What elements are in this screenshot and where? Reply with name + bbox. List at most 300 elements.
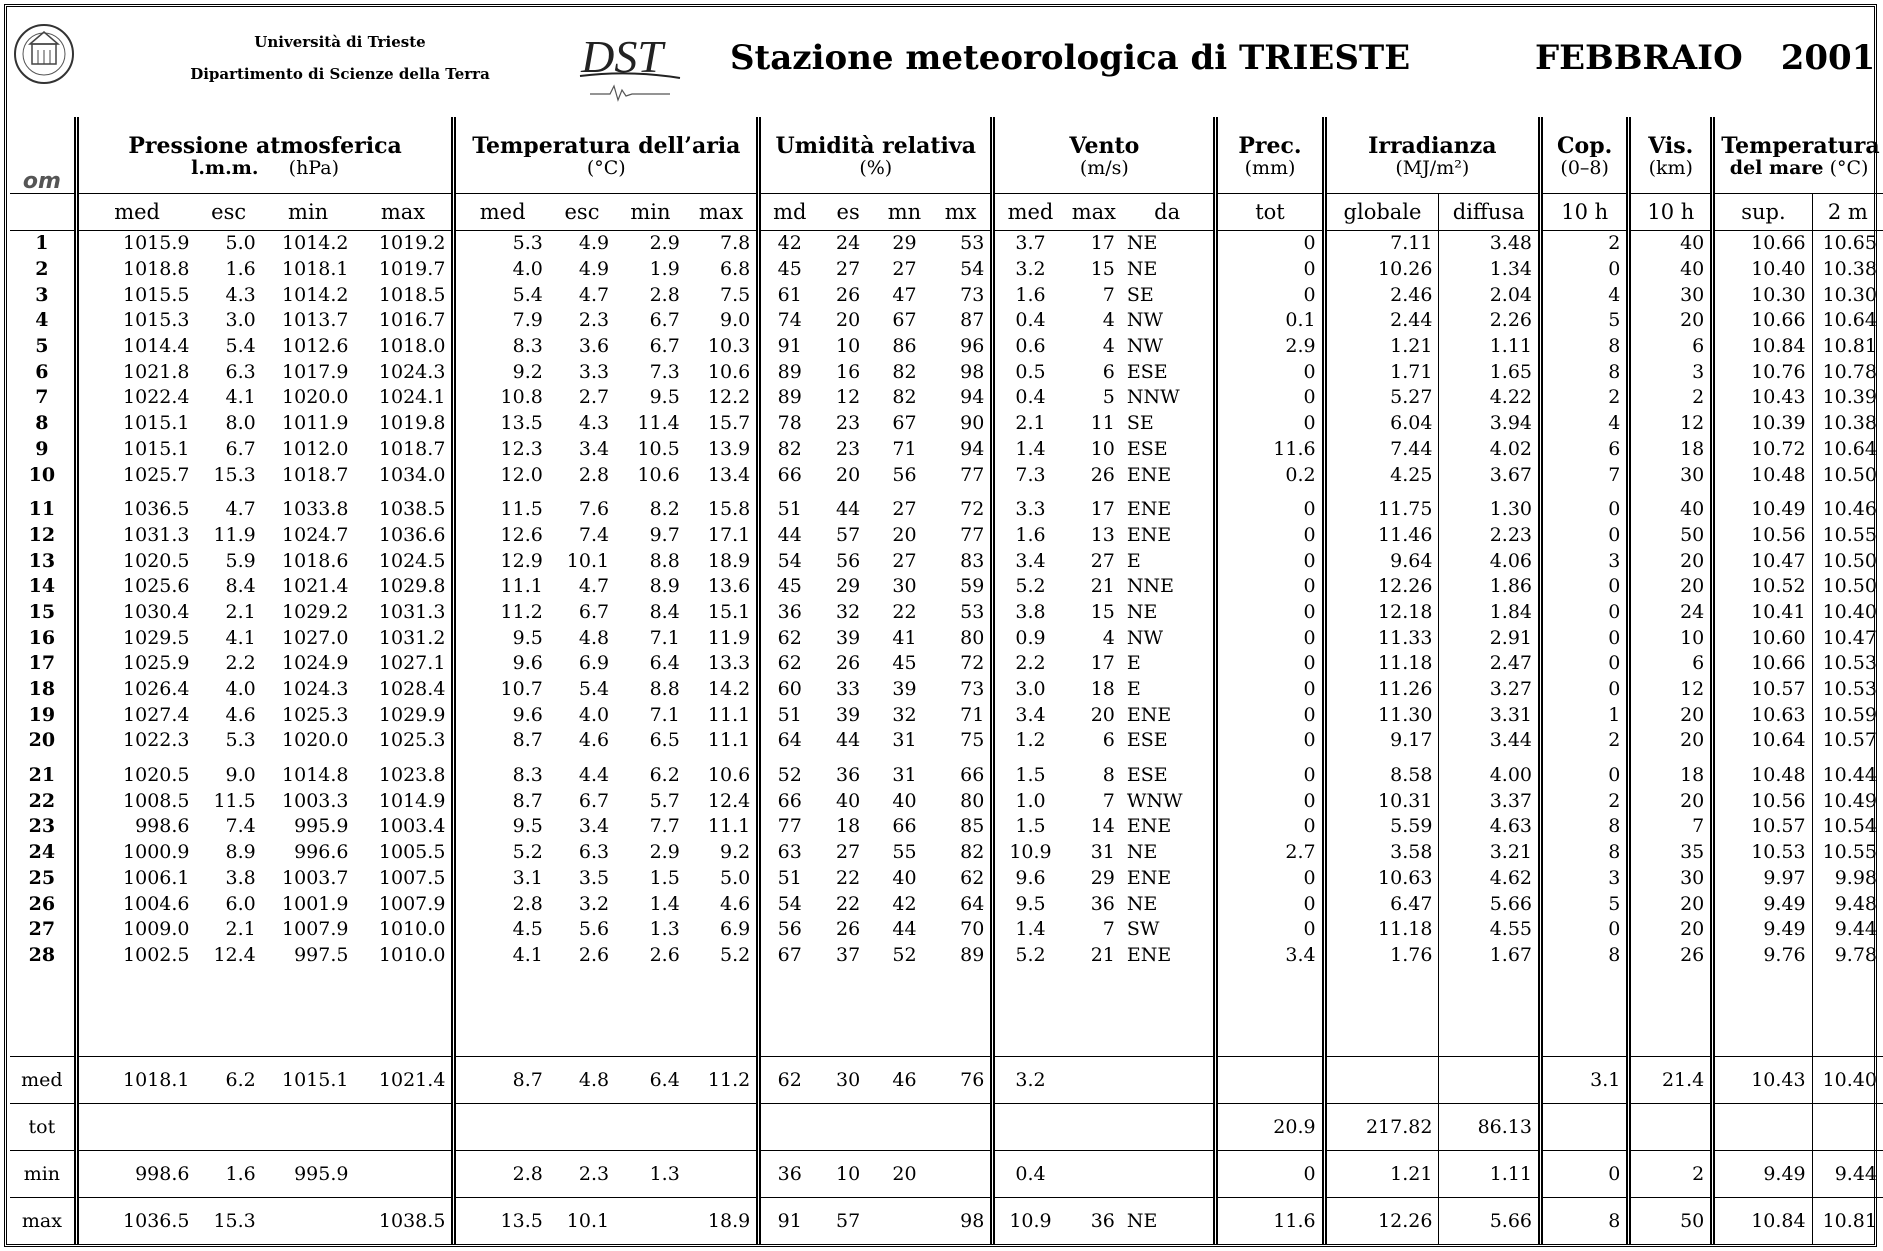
cell-humidity-mn: 29 <box>892 232 917 255</box>
cell-wind-med: 3.7 <box>1015 232 1046 255</box>
cell-sea-sup: 10.57 <box>1713 677 1812 703</box>
summary-pressure-esc: 15.3 <box>196 1198 262 1245</box>
cell-sea-2m: 10.57 <box>1822 729 1877 752</box>
day-number: 20 <box>10 728 76 754</box>
day-number: 5 <box>10 334 76 360</box>
cell-wind-max: 27 <box>1090 549 1115 572</box>
cell-sea-sup: 10.49 <box>1713 497 1812 523</box>
cell-sea-2m: 10.44 <box>1822 764 1877 787</box>
cover-group-title: Cop. <box>1541 117 1629 157</box>
cell-pressure-max: 1005.5 <box>355 840 454 866</box>
cell-temp-max: 14.2 <box>686 677 759 703</box>
cell-temp-esc: 2.8 <box>578 463 610 486</box>
cell-precip-tot: 0 <box>1216 677 1324 703</box>
day-number: 14 <box>10 574 76 600</box>
cell-sea-2m: 10.53 <box>1822 652 1877 675</box>
cell-temp-max: 13.4 <box>686 462 759 488</box>
cell-wind-dir: SE <box>1121 282 1216 308</box>
cell-temp-esc: 4.7 <box>578 575 610 598</box>
cell-irr-diffusa: 4.62 <box>1439 866 1541 892</box>
visibility-group-title: Vis. <box>1629 117 1713 157</box>
cell-sea-2m: 10.64 <box>1822 309 1877 332</box>
cell-temp-max: 4.6 <box>686 891 759 917</box>
summary-sea-2m: 9.44 <box>1812 1151 1883 1198</box>
summary-pressure-min: 995.9 <box>262 1151 355 1198</box>
cell-irr-diffusa: 4.02 <box>1439 437 1541 463</box>
dst-logo <box>560 20 700 110</box>
cell-wind-max: 5 <box>1102 386 1115 409</box>
day-number: 8 <box>10 411 76 437</box>
cell-irr-globale: 12.18 <box>1324 600 1439 626</box>
cell-temp-max: 11.1 <box>686 814 759 840</box>
cell-temp-max: 10.6 <box>686 763 759 789</box>
cell-wind-med: 1.4 <box>1015 437 1046 460</box>
summary-temp-max: 18.9 <box>686 1198 759 1245</box>
cell-wind-dir: NW <box>1121 334 1216 360</box>
day-number: 4 <box>10 308 76 334</box>
summary-humidity-md <box>759 1104 819 1151</box>
cell-sea-2m: 10.81 <box>1822 335 1877 358</box>
cell-wind-dir: NE <box>1121 231 1216 257</box>
cell-cover-10h: 0 <box>1541 523 1629 549</box>
cell-pressure-med: 1021.8 <box>123 360 190 383</box>
weather-data-table <box>10 117 1883 1244</box>
cell-temp-med: 10.8 <box>500 386 543 409</box>
wind-group-title: Vento <box>993 117 1216 157</box>
cell-sea-2m: 10.47 <box>1822 626 1877 649</box>
report-period <box>1535 38 1875 78</box>
cell-temp-med: 8.7 <box>512 729 543 752</box>
day-number: 6 <box>10 359 76 385</box>
cell-temp-med: 11.1 <box>500 575 543 598</box>
cell-visibility-10h: 40 <box>1629 231 1713 257</box>
cell-temp-med: 9.5 <box>512 626 543 649</box>
cell-sea-sup: 10.30 <box>1713 282 1812 308</box>
cell-humidity-mn: 30 <box>892 575 917 598</box>
dst-logo-text: DST <box>581 31 663 82</box>
cell-wind-med: 5.2 <box>1015 575 1046 598</box>
sea-unit-celsius: (°C) <box>1829 157 1869 179</box>
cell-humidity-mx: 66 <box>931 763 993 789</box>
cell-pressure-med: 1025.9 <box>123 652 190 675</box>
summary-irr-diffusa: 86.13 <box>1439 1104 1541 1151</box>
cell-temp-max: 7.8 <box>686 231 759 257</box>
cell-wind-med: 1.5 <box>1015 815 1046 838</box>
cell-pressure-med: 1015.3 <box>123 309 190 332</box>
summary-sea-sup: 10.43 <box>1713 1057 1812 1104</box>
cell-irr-globale: 6.47 <box>1324 891 1439 917</box>
cell-pressure-max: 1014.9 <box>355 788 454 814</box>
cell-irr-globale: 8.58 <box>1324 763 1439 789</box>
cell-humidity-mx: 75 <box>931 728 993 754</box>
cell-pressure-esc: 1.6 <box>225 258 256 281</box>
cell-humidity-md: 51 <box>777 703 802 726</box>
table-row <box>10 625 1883 651</box>
cell-irr-globale: 3.58 <box>1324 840 1439 866</box>
cell-temp-min: 1.4 <box>649 892 680 915</box>
cell-wind-med: 0.5 <box>1015 360 1046 383</box>
cell-pressure-med: 1026.4 <box>123 678 190 701</box>
cell-humidity-mx: 96 <box>931 334 993 360</box>
cell-pressure-max: 1024.1 <box>355 385 454 411</box>
cell-pressure-max: 1024.5 <box>355 548 454 574</box>
cell-pressure-min: 997.5 <box>294 943 349 966</box>
summary-pressure-esc: 6.2 <box>196 1057 262 1104</box>
cell-humidity-mx: 82 <box>931 840 993 866</box>
cell-sea-sup: 9.49 <box>1713 891 1812 917</box>
cell-irr-diffusa: 5.66 <box>1439 891 1541 917</box>
cell-wind-med: 1.6 <box>1015 283 1046 306</box>
summary-cover-10h <box>1541 1104 1629 1151</box>
temperature-unit: (°C) <box>454 157 759 194</box>
cell-visibility-10h: 20 <box>1629 548 1713 574</box>
summary-temp-max <box>686 1151 759 1198</box>
cell-sea-2m: 10.46 <box>1822 498 1877 521</box>
summary-humidity-md: 36 <box>759 1151 819 1198</box>
cell-wind-dir: ESE <box>1121 763 1216 789</box>
cell-visibility-10h: 50 <box>1629 523 1713 549</box>
cell-temp-esc: 6.7 <box>578 789 610 812</box>
summary-humidity-mx <box>931 1151 993 1198</box>
report-year: 2001 <box>1780 38 1876 78</box>
cell-pressure-max: 1007.9 <box>355 891 454 917</box>
cell-temp-max: 12.2 <box>686 385 759 411</box>
summary-irr-diffusa: 5.66 <box>1439 1198 1541 1245</box>
cell-humidity-es: 24 <box>836 232 861 255</box>
cell-pressure-med: 1015.1 <box>123 412 190 435</box>
cell-humidity-md: 82 <box>777 437 802 460</box>
cell-visibility-10h: 30 <box>1629 866 1713 892</box>
cell-precip-tot: 0.1 <box>1216 308 1324 334</box>
cell-visibility-10h: 20 <box>1629 728 1713 754</box>
pressure-units <box>76 157 454 194</box>
cell-humidity-md: 61 <box>777 283 802 306</box>
cell-irr-globale: 5.59 <box>1324 814 1439 840</box>
cell-pressure-min: 1027.0 <box>282 626 349 649</box>
cell-irr-globale: 11.18 <box>1324 917 1439 943</box>
cell-humidity-mx: 59 <box>931 574 993 600</box>
cell-wind-med: 3.4 <box>1015 549 1046 572</box>
cell-precip-tot: 0 <box>1216 702 1324 728</box>
cell-visibility-10h: 26 <box>1629 943 1713 969</box>
cell-pressure-min: 1003.3 <box>282 789 349 812</box>
cell-wind-dir: ENE <box>1121 943 1216 969</box>
day-number: 24 <box>10 840 76 866</box>
cell-precip-tot: 0 <box>1216 523 1324 549</box>
cell-precip-tot: 0 <box>1216 866 1324 892</box>
subheader-pressure-med: med <box>76 194 195 231</box>
cell-pressure-med: 1020.5 <box>123 549 190 572</box>
cell-humidity-mn: 55 <box>892 841 917 864</box>
cell-pressure-max: 1029.8 <box>355 574 454 600</box>
cell-temp-min: 10.6 <box>637 463 680 486</box>
summary-sea-2m: 10.81 <box>1812 1198 1883 1245</box>
summary-cover-10h: 0 <box>1541 1151 1629 1198</box>
summary-temp-med: 8.7 <box>454 1057 549 1104</box>
cell-visibility-10h: 2 <box>1629 385 1713 411</box>
subheader-pressure-min: min <box>262 194 355 231</box>
cell-humidity-mx: 71 <box>931 702 993 728</box>
cell-pressure-esc: 7.4 <box>225 815 256 838</box>
cell-humidity-md: 78 <box>777 412 802 435</box>
cell-pressure-max: 1007.5 <box>355 866 454 892</box>
cell-irr-globale: 10.63 <box>1324 866 1439 892</box>
cell-wind-dir: ESE <box>1121 728 1216 754</box>
cell-cover-10h: 6 <box>1541 437 1629 463</box>
table-row <box>10 840 1883 866</box>
cell-temp-med: 5.4 <box>512 283 543 306</box>
cell-precip-tot: 2.9 <box>1216 334 1324 360</box>
cell-sea-sup: 10.48 <box>1713 462 1812 488</box>
cell-temp-max: 18.9 <box>686 548 759 574</box>
cell-pressure-esc: 2.2 <box>225 652 256 675</box>
cell-humidity-es: 36 <box>836 764 861 787</box>
subheader-wind-max: max <box>1066 194 1121 231</box>
table-row <box>10 702 1883 728</box>
cell-wind-max: 14 <box>1090 815 1115 838</box>
cell-wind-med: 1.5 <box>1015 764 1046 787</box>
cell-cover-10h: 0 <box>1541 600 1629 626</box>
cell-precip-tot: 0 <box>1216 728 1324 754</box>
cell-irr-diffusa: 4.63 <box>1439 814 1541 840</box>
cell-pressure-esc: 12.4 <box>213 943 256 966</box>
cell-humidity-es: 26 <box>836 283 861 306</box>
cell-wind-med: 3.0 <box>1015 678 1046 701</box>
cell-pressure-med: 1009.0 <box>123 918 190 941</box>
cell-temp-min: 2.9 <box>649 232 680 255</box>
cell-humidity-md: 54 <box>777 892 802 915</box>
cell-wind-max: 13 <box>1090 523 1115 546</box>
cell-humidity-mn: 56 <box>892 463 917 486</box>
cell-wind-med: 0.9 <box>1015 626 1046 649</box>
cell-pressure-med: 1015.9 <box>123 232 190 255</box>
cell-pressure-min: 1012.6 <box>282 335 349 358</box>
cell-temp-max: 9.2 <box>686 840 759 866</box>
cell-humidity-md: 66 <box>777 463 802 486</box>
cell-pressure-esc: 8.0 <box>225 412 256 435</box>
day-number: 15 <box>10 600 76 626</box>
cell-wind-dir: ENE <box>1121 814 1216 840</box>
cell-cover-10h: 0 <box>1541 497 1629 523</box>
cell-irr-globale: 11.18 <box>1324 651 1439 677</box>
cell-irr-globale: 4.25 <box>1324 462 1439 488</box>
cell-sea-sup: 10.66 <box>1713 308 1812 334</box>
summary-irr-diffusa <box>1439 1057 1541 1104</box>
cell-irr-globale: 1.21 <box>1324 334 1439 360</box>
day-number: 7 <box>10 385 76 411</box>
table-row <box>10 308 1883 334</box>
summary-visibility-10h: 21.4 <box>1629 1057 1713 1104</box>
cell-temp-esc: 4.7 <box>578 283 610 306</box>
cell-pressure-max: 1019.8 <box>355 411 454 437</box>
cell-temp-med: 8.7 <box>512 789 543 812</box>
summary-temp-esc <box>549 1104 615 1151</box>
cell-irr-globale: 1.76 <box>1324 943 1439 969</box>
cell-wind-max: 8 <box>1102 764 1115 787</box>
table-row <box>10 334 1883 360</box>
cell-irr-diffusa: 2.04 <box>1439 282 1541 308</box>
group-header-row <box>10 117 1883 157</box>
summary-label: med <box>10 1057 76 1104</box>
cell-wind-med: 1.4 <box>1015 918 1046 941</box>
cell-pressure-med: 1029.5 <box>123 626 190 649</box>
cell-pressure-esc: 6.0 <box>225 892 256 915</box>
cell-precip-tot: 0 <box>1216 231 1324 257</box>
cell-humidity-md: 45 <box>777 258 802 281</box>
cell-humidity-es: 26 <box>836 652 861 675</box>
summary-pressure-med: 998.6 <box>76 1151 195 1198</box>
dst-logo-graphic <box>560 20 700 110</box>
report-month: FEBBRAIO <box>1535 38 1743 78</box>
pressure-unit-hpa: (hPa) <box>288 157 339 179</box>
cell-temp-esc: 4.9 <box>578 232 610 255</box>
cell-humidity-md: 77 <box>777 815 802 838</box>
cell-wind-dir: ENE <box>1121 462 1216 488</box>
cell-humidity-mx: 94 <box>931 437 993 463</box>
summary-sea-2m: 10.40 <box>1812 1057 1883 1104</box>
cell-humidity-md: 54 <box>777 549 802 572</box>
cell-temp-min: 6.2 <box>649 764 680 787</box>
cell-wind-max: 20 <box>1090 703 1115 726</box>
cell-temp-max: 7.5 <box>686 282 759 308</box>
cell-temp-max: 5.2 <box>686 943 759 969</box>
summary-wind-max <box>1066 1104 1121 1151</box>
cell-pressure-esc: 5.3 <box>225 729 256 752</box>
cell-wind-dir: WNW <box>1121 788 1216 814</box>
cell-sea-2m: 10.55 <box>1822 841 1877 864</box>
table-row <box>10 385 1883 411</box>
cell-pressure-max: 1034.0 <box>355 462 454 488</box>
table-row <box>10 866 1883 892</box>
cell-humidity-mx: 73 <box>931 282 993 308</box>
cell-wind-max: 4 <box>1102 335 1115 358</box>
cell-sea-2m: 10.30 <box>1822 283 1877 306</box>
cell-precip-tot: 0 <box>1216 917 1324 943</box>
cell-humidity-md: 89 <box>777 386 802 409</box>
cell-humidity-mx: 73 <box>931 677 993 703</box>
cell-precip-tot: 0 <box>1216 411 1324 437</box>
cell-irr-diffusa: 2.26 <box>1439 308 1541 334</box>
cell-irr-diffusa: 3.44 <box>1439 728 1541 754</box>
cell-pressure-esc: 11.5 <box>213 789 256 812</box>
cell-wind-max: 15 <box>1090 600 1115 623</box>
summary-wind-dir: NE <box>1121 1198 1216 1245</box>
cell-visibility-10h: 20 <box>1629 788 1713 814</box>
summary-temp-med: 2.8 <box>454 1151 549 1198</box>
cell-wind-med: 1.0 <box>1015 789 1046 812</box>
subheader-precip-tot: tot <box>1216 194 1324 231</box>
cell-pressure-min: 1033.8 <box>282 498 349 521</box>
table-row <box>10 891 1883 917</box>
cell-temp-esc: 7.6 <box>578 498 610 521</box>
cell-temp-min: 8.9 <box>649 575 680 598</box>
cell-humidity-mn: 41 <box>892 626 917 649</box>
cell-temp-esc: 10.1 <box>566 549 610 572</box>
summary-temp-min: 1.3 <box>615 1151 686 1198</box>
cell-wind-med: 2.1 <box>1015 412 1046 435</box>
subheader-wind-dir: da <box>1121 194 1216 231</box>
cell-temp-med: 9.6 <box>512 652 543 675</box>
subheader-temp-max: max <box>686 194 759 231</box>
summary-pressure-med <box>76 1104 195 1151</box>
cell-visibility-10h: 18 <box>1629 437 1713 463</box>
cell-sea-2m: 10.50 <box>1822 463 1877 486</box>
day-column-label: om <box>10 117 76 194</box>
cell-humidity-mx: 85 <box>931 814 993 840</box>
cell-pressure-med: 1030.4 <box>123 600 190 623</box>
cell-wind-dir: NW <box>1121 308 1216 334</box>
cell-humidity-mn: 47 <box>892 283 917 306</box>
cell-humidity-mx: 64 <box>931 891 993 917</box>
pressure-group-title: Pressione atmosferica <box>76 117 454 157</box>
temperature-group-title: Temperatura dell’aria <box>454 117 759 157</box>
cell-precip-tot: 0 <box>1216 788 1324 814</box>
cell-humidity-mn: 45 <box>892 652 917 675</box>
cell-temp-min: 6.5 <box>649 729 680 752</box>
cell-visibility-10h: 20 <box>1629 308 1713 334</box>
cell-wind-max: 18 <box>1090 678 1115 701</box>
cell-humidity-md: 51 <box>777 866 802 889</box>
cell-cover-10h: 0 <box>1541 651 1629 677</box>
day-number: 21 <box>10 763 76 789</box>
cell-wind-med: 2.2 <box>1015 652 1046 675</box>
cell-wind-dir: ENE <box>1121 523 1216 549</box>
summary-irr-globale: 217.82 <box>1324 1104 1439 1151</box>
cell-visibility-10h: 20 <box>1629 702 1713 728</box>
university-name: Università di Trieste <box>254 33 426 51</box>
cell-temp-med: 4.0 <box>512 258 543 281</box>
cell-humidity-mx: 53 <box>931 231 993 257</box>
cell-irr-diffusa: 2.91 <box>1439 625 1541 651</box>
cell-humidity-es: 16 <box>836 360 861 383</box>
cell-temp-max: 15.7 <box>686 411 759 437</box>
cell-irr-diffusa: 3.31 <box>1439 702 1541 728</box>
summary-row <box>10 1057 1883 1104</box>
table-row <box>10 231 1883 257</box>
table-row <box>10 359 1883 385</box>
cell-irr-globale: 7.11 <box>1324 231 1439 257</box>
cell-humidity-es: 20 <box>836 309 861 332</box>
cell-pressure-min: 1007.9 <box>282 918 349 941</box>
cell-humidity-es: 32 <box>836 600 861 623</box>
cell-cover-10h: 4 <box>1541 282 1629 308</box>
subheader-sea-sup: sup. <box>1713 194 1812 231</box>
cell-wind-dir: ENE <box>1121 702 1216 728</box>
summary-visibility-10h: 2 <box>1629 1151 1713 1198</box>
cell-pressure-max: 1031.2 <box>355 625 454 651</box>
cell-precip-tot: 2.7 <box>1216 840 1324 866</box>
cell-temp-esc: 4.8 <box>578 626 610 649</box>
cell-pressure-esc: 5.9 <box>225 549 256 572</box>
cell-humidity-mn: 82 <box>892 360 917 383</box>
cell-pressure-max: 1038.5 <box>355 497 454 523</box>
cell-precip-tot: 0 <box>1216 814 1324 840</box>
cell-temp-med: 9.2 <box>512 360 543 383</box>
cell-visibility-10h: 6 <box>1629 334 1713 360</box>
cell-humidity-mx: 80 <box>931 788 993 814</box>
cell-pressure-esc: 8.4 <box>225 575 256 598</box>
cell-pressure-max: 1029.9 <box>355 702 454 728</box>
cell-humidity-md: 42 <box>777 232 802 255</box>
cell-pressure-max: 1025.3 <box>355 728 454 754</box>
summary-precip-tot: 0 <box>1216 1151 1324 1198</box>
summary-pressure-min: 1015.1 <box>262 1057 355 1104</box>
cell-pressure-esc: 4.6 <box>225 703 256 726</box>
cell-temp-min: 8.4 <box>649 600 680 623</box>
summary-pressure-med: 1036.5 <box>76 1198 195 1245</box>
cell-irr-diffusa: 1.34 <box>1439 257 1541 283</box>
cell-wind-dir: E <box>1121 651 1216 677</box>
